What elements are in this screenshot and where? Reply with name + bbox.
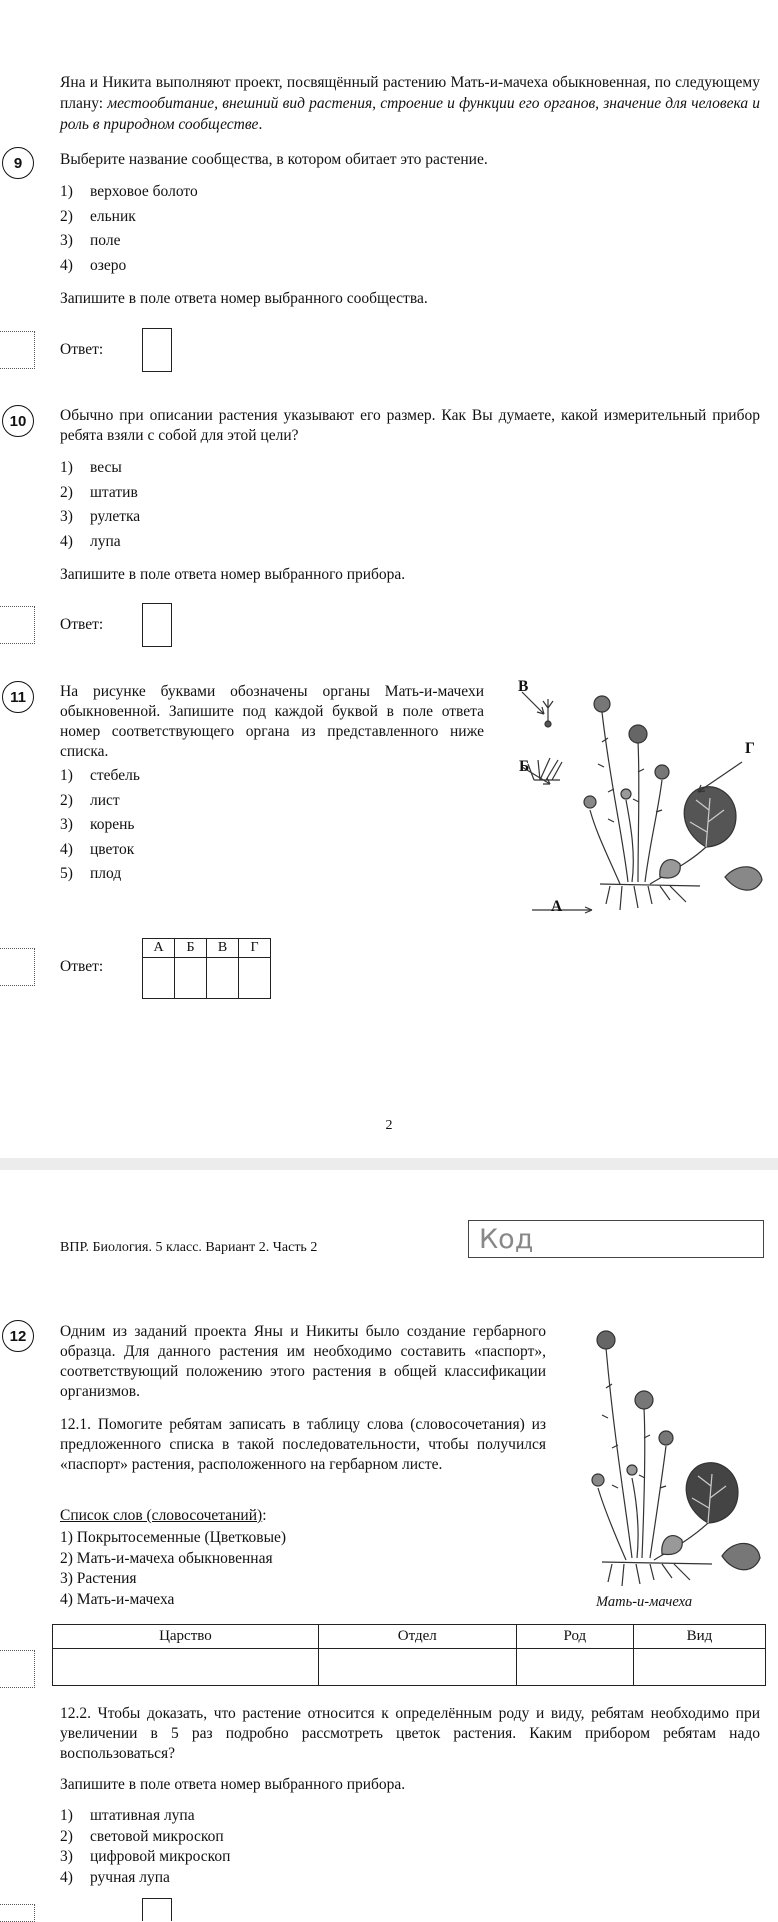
- answer-cell[interactable]: [143, 958, 175, 999]
- question-10-answer-label: Ответ:: [60, 616, 104, 633]
- option-label: верховое болото: [90, 183, 198, 200]
- table-header: Царство: [53, 1625, 319, 1649]
- page-header-title: ВПР. Биология. 5 класс. Вариант 2. Часть 2: [60, 1240, 318, 1255]
- option-label: плод: [90, 865, 122, 882]
- figure-letter-v: В: [518, 678, 529, 695]
- question-10-note: Запишите в поле ответа номер выбранного прибора.: [60, 566, 406, 583]
- option-number: 3): [60, 232, 73, 249]
- list-item: 2) Мать-и-мачеха обыкновенная: [60, 1549, 273, 1567]
- table-header: В: [207, 939, 239, 958]
- intro-text: Яна и Никита выполняют проект, посвящённый растению Мать-и-мачеха обыкновенная, по следующему плану:: [60, 74, 760, 112]
- option-label: лист: [90, 791, 120, 809]
- intro-paragraph: [60, 72, 760, 135]
- option: [60, 764, 140, 789]
- option-label: цветок: [90, 840, 135, 858]
- option: [60, 1847, 230, 1868]
- option-number: 4): [60, 532, 73, 550]
- option-label: световой микроскоп: [90, 1827, 224, 1845]
- word-list-title-text: Список слов (словосочетаний): [60, 1507, 263, 1524]
- score-box: [0, 331, 35, 369]
- table-header: А: [143, 939, 175, 958]
- code-field[interactable]: Код: [468, 1220, 764, 1258]
- option-number: 5): [60, 865, 73, 882]
- option: [60, 205, 198, 230]
- question-10-answer-field[interactable]: [142, 603, 172, 647]
- option-label: лупа: [90, 532, 121, 550]
- option-label: корень: [90, 816, 135, 833]
- question-12-options: [60, 1806, 230, 1888]
- question-10-options: [60, 456, 140, 554]
- question-11-number: 11: [2, 681, 34, 713]
- option: [60, 1868, 230, 1889]
- option-label: ельник: [90, 207, 136, 225]
- score-box: [0, 948, 35, 986]
- option: [60, 789, 140, 814]
- option-label: стебель: [90, 767, 140, 784]
- question-9-note: Запишите в поле ответа номер выбранного сообщества.: [60, 290, 428, 307]
- word-list: [60, 1528, 286, 1610]
- option-number: 1): [60, 459, 73, 476]
- figure-letter-g: Г: [745, 740, 755, 757]
- option-number: 1): [60, 1807, 73, 1824]
- answer-cell[interactable]: [239, 958, 271, 999]
- option: [60, 254, 198, 279]
- page-number: 2: [385, 1118, 393, 1133]
- question-12-1-text: 12.1. Помогите ребятам записать в таблицу слова (словосочетания) из предложенного списка в такой последовательности, чтобы получился «паспорт» растения, расположенного на гербарном листе.: [60, 1416, 546, 1473]
- question-11-answer-label: Ответ:: [60, 958, 104, 975]
- question-9-number: 9: [2, 147, 34, 179]
- score-box: [0, 606, 35, 644]
- option-number: 4): [60, 840, 73, 858]
- option-number: 3): [60, 508, 73, 525]
- option-label: штативная лупа: [90, 1807, 195, 1824]
- option-number: 3): [60, 1848, 73, 1865]
- herbarium-plant-image: [562, 1318, 762, 1590]
- option-label: штатив: [90, 483, 138, 501]
- option-label: весы: [90, 459, 122, 476]
- option: [60, 505, 140, 530]
- option-number: 2): [60, 207, 73, 225]
- table-header: Отдел: [318, 1625, 516, 1649]
- list-item: 1) Покрытосеменные (Цветковые): [60, 1529, 287, 1546]
- question-11-options: [60, 764, 140, 887]
- intro-end: .: [258, 116, 263, 133]
- table-header: Г: [239, 939, 271, 958]
- question-11-text: На рисунке буквами обозначены органы Мать-и-мачехи обыкновенной. Запишите под каждой буквой в поле ответа номер соответствующего органа из представленного ниже списка.: [60, 683, 484, 760]
- option-number: 2): [60, 483, 73, 501]
- question-12-text: Одним из заданий проекта Яны и Никиты было создание гербарного образца. Для данного растения им необходимо составить «паспорт», соответствующий положению этого растения в общей классификации организмов.: [60, 1323, 546, 1400]
- answer-cell[interactable]: [175, 958, 207, 999]
- list-item: 4) Мать-и-мачеха: [60, 1590, 175, 1608]
- list-item: 3) Растения: [60, 1570, 137, 1587]
- answer-cell[interactable]: [318, 1649, 516, 1686]
- page-separator: [0, 1158, 778, 1170]
- option: [60, 862, 140, 887]
- option-number: 1): [60, 183, 73, 200]
- answer-cell[interactable]: [633, 1649, 765, 1686]
- option: [60, 1827, 230, 1848]
- option: [60, 838, 140, 863]
- option-label: озеро: [90, 256, 127, 274]
- intro-plan: местообитание, внешний вид растения, строение и функции его органов, значение для человека и роль в природном сообществе: [60, 95, 760, 133]
- table-header: Вид: [633, 1625, 765, 1649]
- option-label: поле: [90, 232, 121, 249]
- option-number: 4): [60, 256, 73, 274]
- option-label: рулетка: [90, 508, 141, 525]
- option: [60, 1806, 230, 1827]
- word-list-colon: :: [262, 1507, 267, 1524]
- question-12-2-text: 12.2. Чтобы доказать, что растение относится к определённым роду и виду, ребятам необходимо при увеличении в 5 раз подробно рассмотреть цветок растения. Каким прибором ребятам надо воспользоваться?: [60, 1705, 760, 1762]
- word-list-title: [60, 1507, 267, 1525]
- score-box: [0, 1904, 35, 1922]
- table-header: Б: [175, 939, 207, 958]
- plant-organs-figure: [510, 672, 772, 924]
- answer-cell[interactable]: [516, 1649, 633, 1686]
- question-10-text: Обычно при описании растения указывают его размер. Как Вы думаете, какой измерительный прибор ребята взяли с собой для этой цели?: [60, 407, 760, 444]
- answer-cell[interactable]: [53, 1649, 319, 1686]
- option-number: 2): [60, 791, 73, 809]
- option: [60, 813, 140, 838]
- plant-caption: Мать-и-мачеха: [596, 1594, 693, 1610]
- option-number: 1): [60, 767, 73, 784]
- question-12-answer-field[interactable]: [142, 1898, 172, 1921]
- option: [60, 180, 198, 205]
- figure-letter-a: А: [551, 898, 563, 915]
- question-9-text: Выберите название сообщества, в котором обитает это растение.: [60, 151, 488, 168]
- option-label: ручная лупа: [90, 1868, 170, 1886]
- answer-cell[interactable]: [207, 958, 239, 999]
- question-9-answer-label: Ответ:: [60, 341, 104, 358]
- question-9-options: [60, 180, 198, 278]
- question-12-note: Запишите в поле ответа номер выбранного прибора.: [60, 1776, 406, 1793]
- question-12-number: 12: [2, 1320, 34, 1352]
- option: [60, 530, 140, 555]
- score-box: [0, 1650, 35, 1688]
- figure-letter-b: Б: [519, 758, 530, 775]
- passport-table: [52, 1624, 766, 1686]
- question-9-answer-field[interactable]: [142, 328, 172, 372]
- option: [60, 481, 140, 506]
- option-number: 2): [60, 1827, 73, 1845]
- table-header: Род: [516, 1625, 633, 1649]
- option: [60, 456, 140, 481]
- option-number: 3): [60, 816, 73, 833]
- question-10-number: 10: [2, 405, 34, 437]
- question-11-answer-table: [142, 938, 271, 999]
- option-label: цифровой микроскоп: [90, 1848, 231, 1865]
- option-number: 4): [60, 1868, 73, 1886]
- option: [60, 229, 198, 254]
